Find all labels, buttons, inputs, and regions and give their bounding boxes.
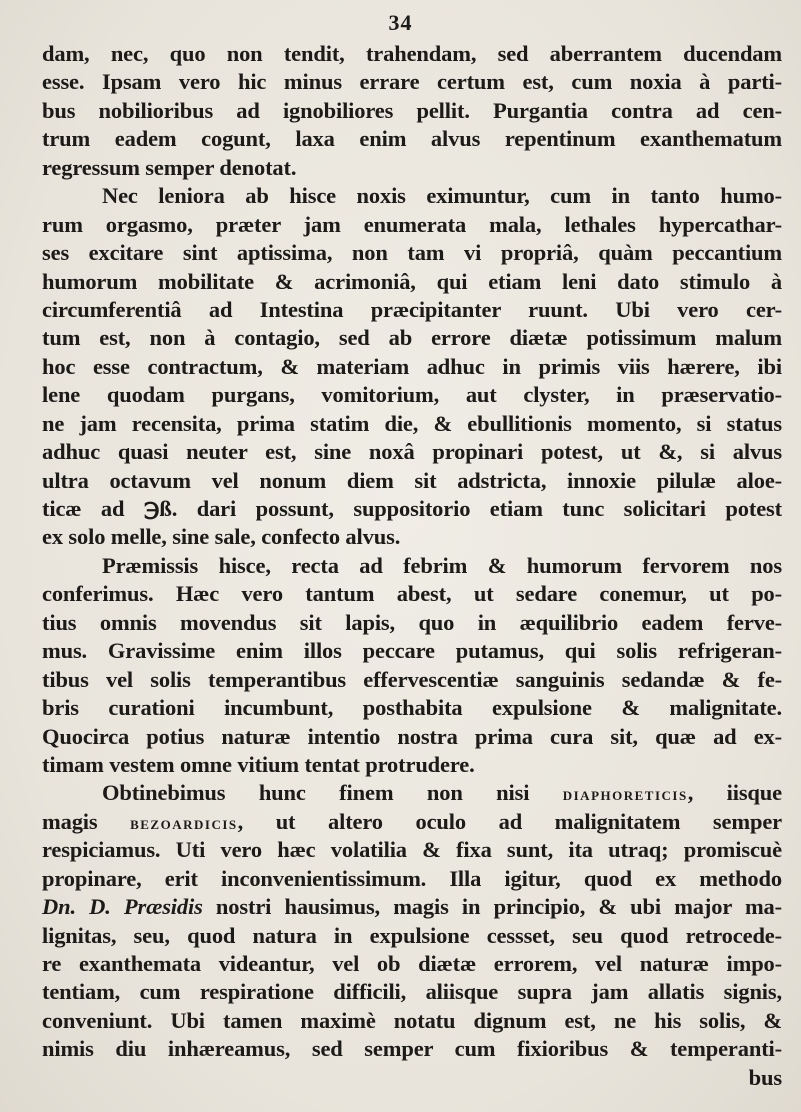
text-line: trum eadem cogunt, laxa enim alvus repentinum exanthematum — [42, 126, 782, 152]
text-line — [42, 808, 782, 836]
text-segment: magis — [42, 808, 131, 834]
text-line: humorum mobilitate & acrimoniâ, qui etiam leni dato stimulo à — [42, 268, 782, 294]
text-line: esse. Ipsam vero hic minus errare certum est, cum noxia à parti- — [42, 69, 782, 95]
text-line: Præmissis hisce, recta ad febrim & humorum fervorem nos — [102, 552, 782, 578]
text-line: tibus vel solis temperantibus effervescentiæ sanguinis sedandæ & fe- — [42, 666, 782, 692]
text-line: tentiam, cum respiratione difficili, aliisque supra jam allatis signis, — [42, 979, 782, 1005]
text-line: tum est, non à contagio, sed ab errore diætæ potissimum malum — [42, 325, 782, 351]
text-line: nimis diu inhæreamus, sed semper cum fixioribus & temperanti- — [42, 1036, 782, 1062]
text-line: re exanthemata videantur, vel ob diætæ errorem, vel naturæ impo- — [42, 951, 782, 976]
text-line: circumferentiâ ad Intestina præcipitanter ruunt. Ubi vero cer- — [42, 296, 782, 322]
text-line: tius omnis movendus sit lapis, quo in æquilibrio eadem ferve- — [42, 609, 782, 635]
author-reference: Dn. D. Præsidis — [42, 894, 203, 920]
text-line: conferimus. Hæc vero tantum abest, ut sedare conemur, ut po- — [42, 581, 782, 607]
text-line: mus. Gravissime enim illos peccare putamus, qui solis refrigeran- — [42, 638, 782, 664]
term-diaphoreticis: diaphoreticis — [562, 784, 688, 806]
text-line: respiciamus. Uti vero hæc volatilia & fixa sunt, ita utraq; promiscuè — [42, 837, 782, 863]
text-line: ticæ ad ℈ß. dari possunt, suppositorio etiam tunc solicitari potest — [42, 496, 782, 521]
text-segment: , ut altero oculo ad malignitatem semper — [237, 808, 782, 834]
catchword: bus — [748, 1064, 782, 1090]
term-bezoardicis: bezoardicis — [130, 812, 238, 834]
text-line: Nec leniora ab hisce noxis eximuntur, cum in tanto humo- — [102, 183, 782, 209]
text-line: lignitas, seu, quod natura in expulsione cessset, seu quod retrocede- — [42, 922, 782, 948]
text-segment: Obtinebimus hunc finem non nisi — [102, 780, 563, 806]
text-segment: nostri hausimus, magis in principio, & ubi major ma- — [202, 894, 782, 920]
text-line: Quocirca potius naturæ intentio nostra prima cura sit, quæ ad ex- — [42, 723, 782, 749]
text-line: lene quodam purgans, vomitorium, aut clyster, in præservatio- — [42, 382, 782, 408]
text-line: timam vestem omne vitium tentat protrudere. — [42, 751, 475, 777]
text-line: ses excitare sint aptissima, non tam vi propriâ, quàm peccantium — [42, 240, 782, 266]
text-line: bus nobilioribus ad ignobiliores pellit. Purgantia contra ad cen- — [42, 97, 782, 123]
page-number: 34 — [388, 10, 413, 35]
text-line: ex solo melle, sine sale, confecto alvus. — [42, 524, 401, 550]
text-line: ne jam recensita, prima statim die, & ebullitionis momento, si status — [42, 410, 782, 436]
text-line — [42, 779, 782, 807]
text-line: dam, nec, quo non tendit, trahendam, sed aberrantem ducendam — [42, 41, 782, 66]
body-text — [42, 40, 782, 1092]
text-line: rum orgasmo, præter jam enumerata mala, lethales hypercathar- — [42, 211, 782, 237]
text-line: hoc esse contractum, & materiam adhuc in primis viis hærere, ibi — [42, 353, 782, 379]
text-line: ultra octavum vel nonum diem sit adstricta, innoxie pilulæ aloe- — [42, 467, 782, 493]
text-line — [42, 893, 782, 921]
text-line: adhuc quasi neuter est, sine noxâ propinari potest, ut &, si alvus — [42, 439, 782, 465]
text-line: bris curationi incumbunt, posthabita expulsione & malignitate. — [42, 695, 782, 721]
text-line: conveniunt. Ubi tamen maximè notatu dignum est, ne his solis, & — [42, 1007, 782, 1033]
text-line: propinare, erit inconvenientissimum. Illa igitur, quod ex methodo — [42, 865, 782, 891]
text-segment: , iisque — [687, 780, 782, 806]
text-line: regressum semper denotat. — [42, 154, 297, 180]
